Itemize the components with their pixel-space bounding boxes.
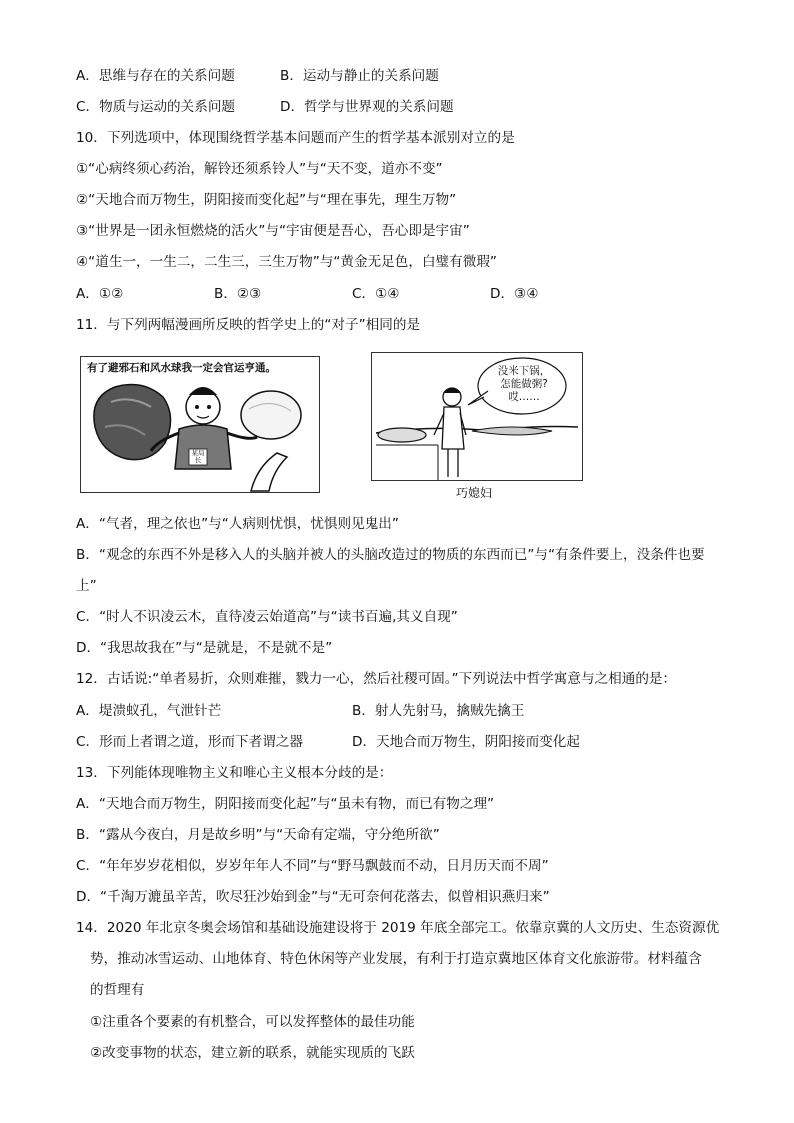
- q12-stem: 12．古话说:“单者易折，众则难摧，戮力一心，然后社稷可固。”下列说法中哲学寓意与之相通的是：: [76, 671, 677, 687]
- cartoon-clever-wife: [371, 352, 583, 481]
- q10-item-2: ②“天地合而万物生，阴阳接而变化起”与“理在事先，理生万物”: [76, 192, 457, 208]
- q10-item-3: ③“世界是一团永恒燃烧的活火”与“宇宙便是吾心，吾心即是宇宙”: [76, 223, 470, 239]
- q14-stem-line-1: 14．2020 年北京冬奥会场馆和基础设施建设将于 2019 年底全部完工。依靠京冀的人文历史、生态资源优: [76, 920, 720, 936]
- cartoon-caption: 巧媳妇: [456, 486, 493, 500]
- bubble-line-3: 哎……: [508, 391, 540, 403]
- bubble-line-1: 没米下锅，: [497, 365, 551, 377]
- q14-item-1: ①注重各个要素的有机整合，可以发挥整体的最佳功能: [90, 1014, 415, 1030]
- q14-stem-line-2: 势，推动冰雪运动、山地体育、特色休闲等产业发展，有利于打造京冀地区体育文化旅游带。材料蕴含: [90, 951, 702, 967]
- q12-option-d: D．天地合而万物生，阴阳接而变化起: [352, 734, 580, 750]
- q11-option-a: A．“气者，理之依也”与“人病则忧惧，忧惧则见鬼出”: [76, 516, 399, 532]
- q9-option-d: D．哲学与世界观的关系问题: [280, 99, 454, 115]
- q11-option-d: D．“我思故我在”与“是就是，不是就不是”: [76, 640, 333, 656]
- q10-item-4: ④“道生一，一生二，二生三，三生万物”与“黄金无足色，白璧有微瑕”: [76, 254, 497, 270]
- q9-option-a: A．思维与存在的关系问题: [76, 68, 235, 84]
- q13-option-d: D．“千淘万漉虽辛苦，吹尽狂沙始到金”与“无可奈何花落去，似曾相识燕归来”: [76, 889, 550, 905]
- cartoon-official: [80, 356, 320, 493]
- q13-stem: 13．下列能体现唯物主义和唯心主义根本分歧的是：: [76, 765, 393, 781]
- q12-option-a: A．堤溃蚁孔，气泄针芒: [76, 703, 222, 719]
- q9-option-c: C．物质与运动的关系问题: [76, 99, 236, 115]
- q13-option-a: A．“天地合而万物生，阴阳接而变化起”与“虽未有物，而已有物之理”: [76, 796, 495, 812]
- q12-option-c: C．形而上者谓之道，形而下者谓之器: [76, 734, 303, 750]
- q11-option-b-line-2: 上”: [76, 578, 97, 594]
- q10-option-c: C．①④: [352, 286, 400, 302]
- q9-option-b: B．运动与静止的关系问题: [280, 68, 439, 84]
- bubble-line-2: 怎能做粥?: [500, 378, 548, 390]
- cartoon-official-sign: 某局长: [191, 449, 205, 464]
- q11-option-b-line-1: B．“观念的东西不外是移入人的头脑并被人的头脑改造过的物质的东西而已”与“有条件要上，没条件也要: [76, 547, 705, 563]
- q13-option-c: C．“年年岁岁花相似，岁岁年年人不同”与“野马飘鼓而不动，日月历天而不周”: [76, 858, 549, 874]
- official-drawing: [81, 357, 319, 492]
- q13-option-b: B．“露从今夜白，月是故乡明”与“天命有定端，守分绝所欲”: [76, 827, 440, 843]
- q11-stem: 11．与下列两幅漫画所反映的哲学史上的“对子”相同的是: [76, 317, 421, 333]
- speech-bubble: [492, 365, 556, 404]
- q14-stem-line-3: 的哲理有: [90, 982, 145, 998]
- q10-option-a: A．①②: [76, 286, 124, 302]
- q10-item-1: ①“心病终须心药治，解铃还须系铃人”与“天不变，道亦不变”: [76, 161, 443, 177]
- q10-option-b: B．②③: [214, 286, 262, 302]
- q14-item-2: ②改变事物的状态，建立新的联系，就能实现质的飞跃: [90, 1045, 415, 1061]
- cartoon-official-banner: 有了避邪石和风水球我一定会官运亨通。: [87, 362, 276, 374]
- q12-option-b: B．射人先射马，擒贼先擒王: [352, 703, 525, 719]
- q10-option-d: D．③④: [490, 286, 539, 302]
- q11-option-c: C．“时人不识凌云木，直待凌云始道高”与“读书百遍,其义自现”: [76, 609, 458, 625]
- q10-stem: 10．下列选项中，体现围绕哲学基本问题而产生的哲学基本派别对立的是: [76, 130, 515, 146]
